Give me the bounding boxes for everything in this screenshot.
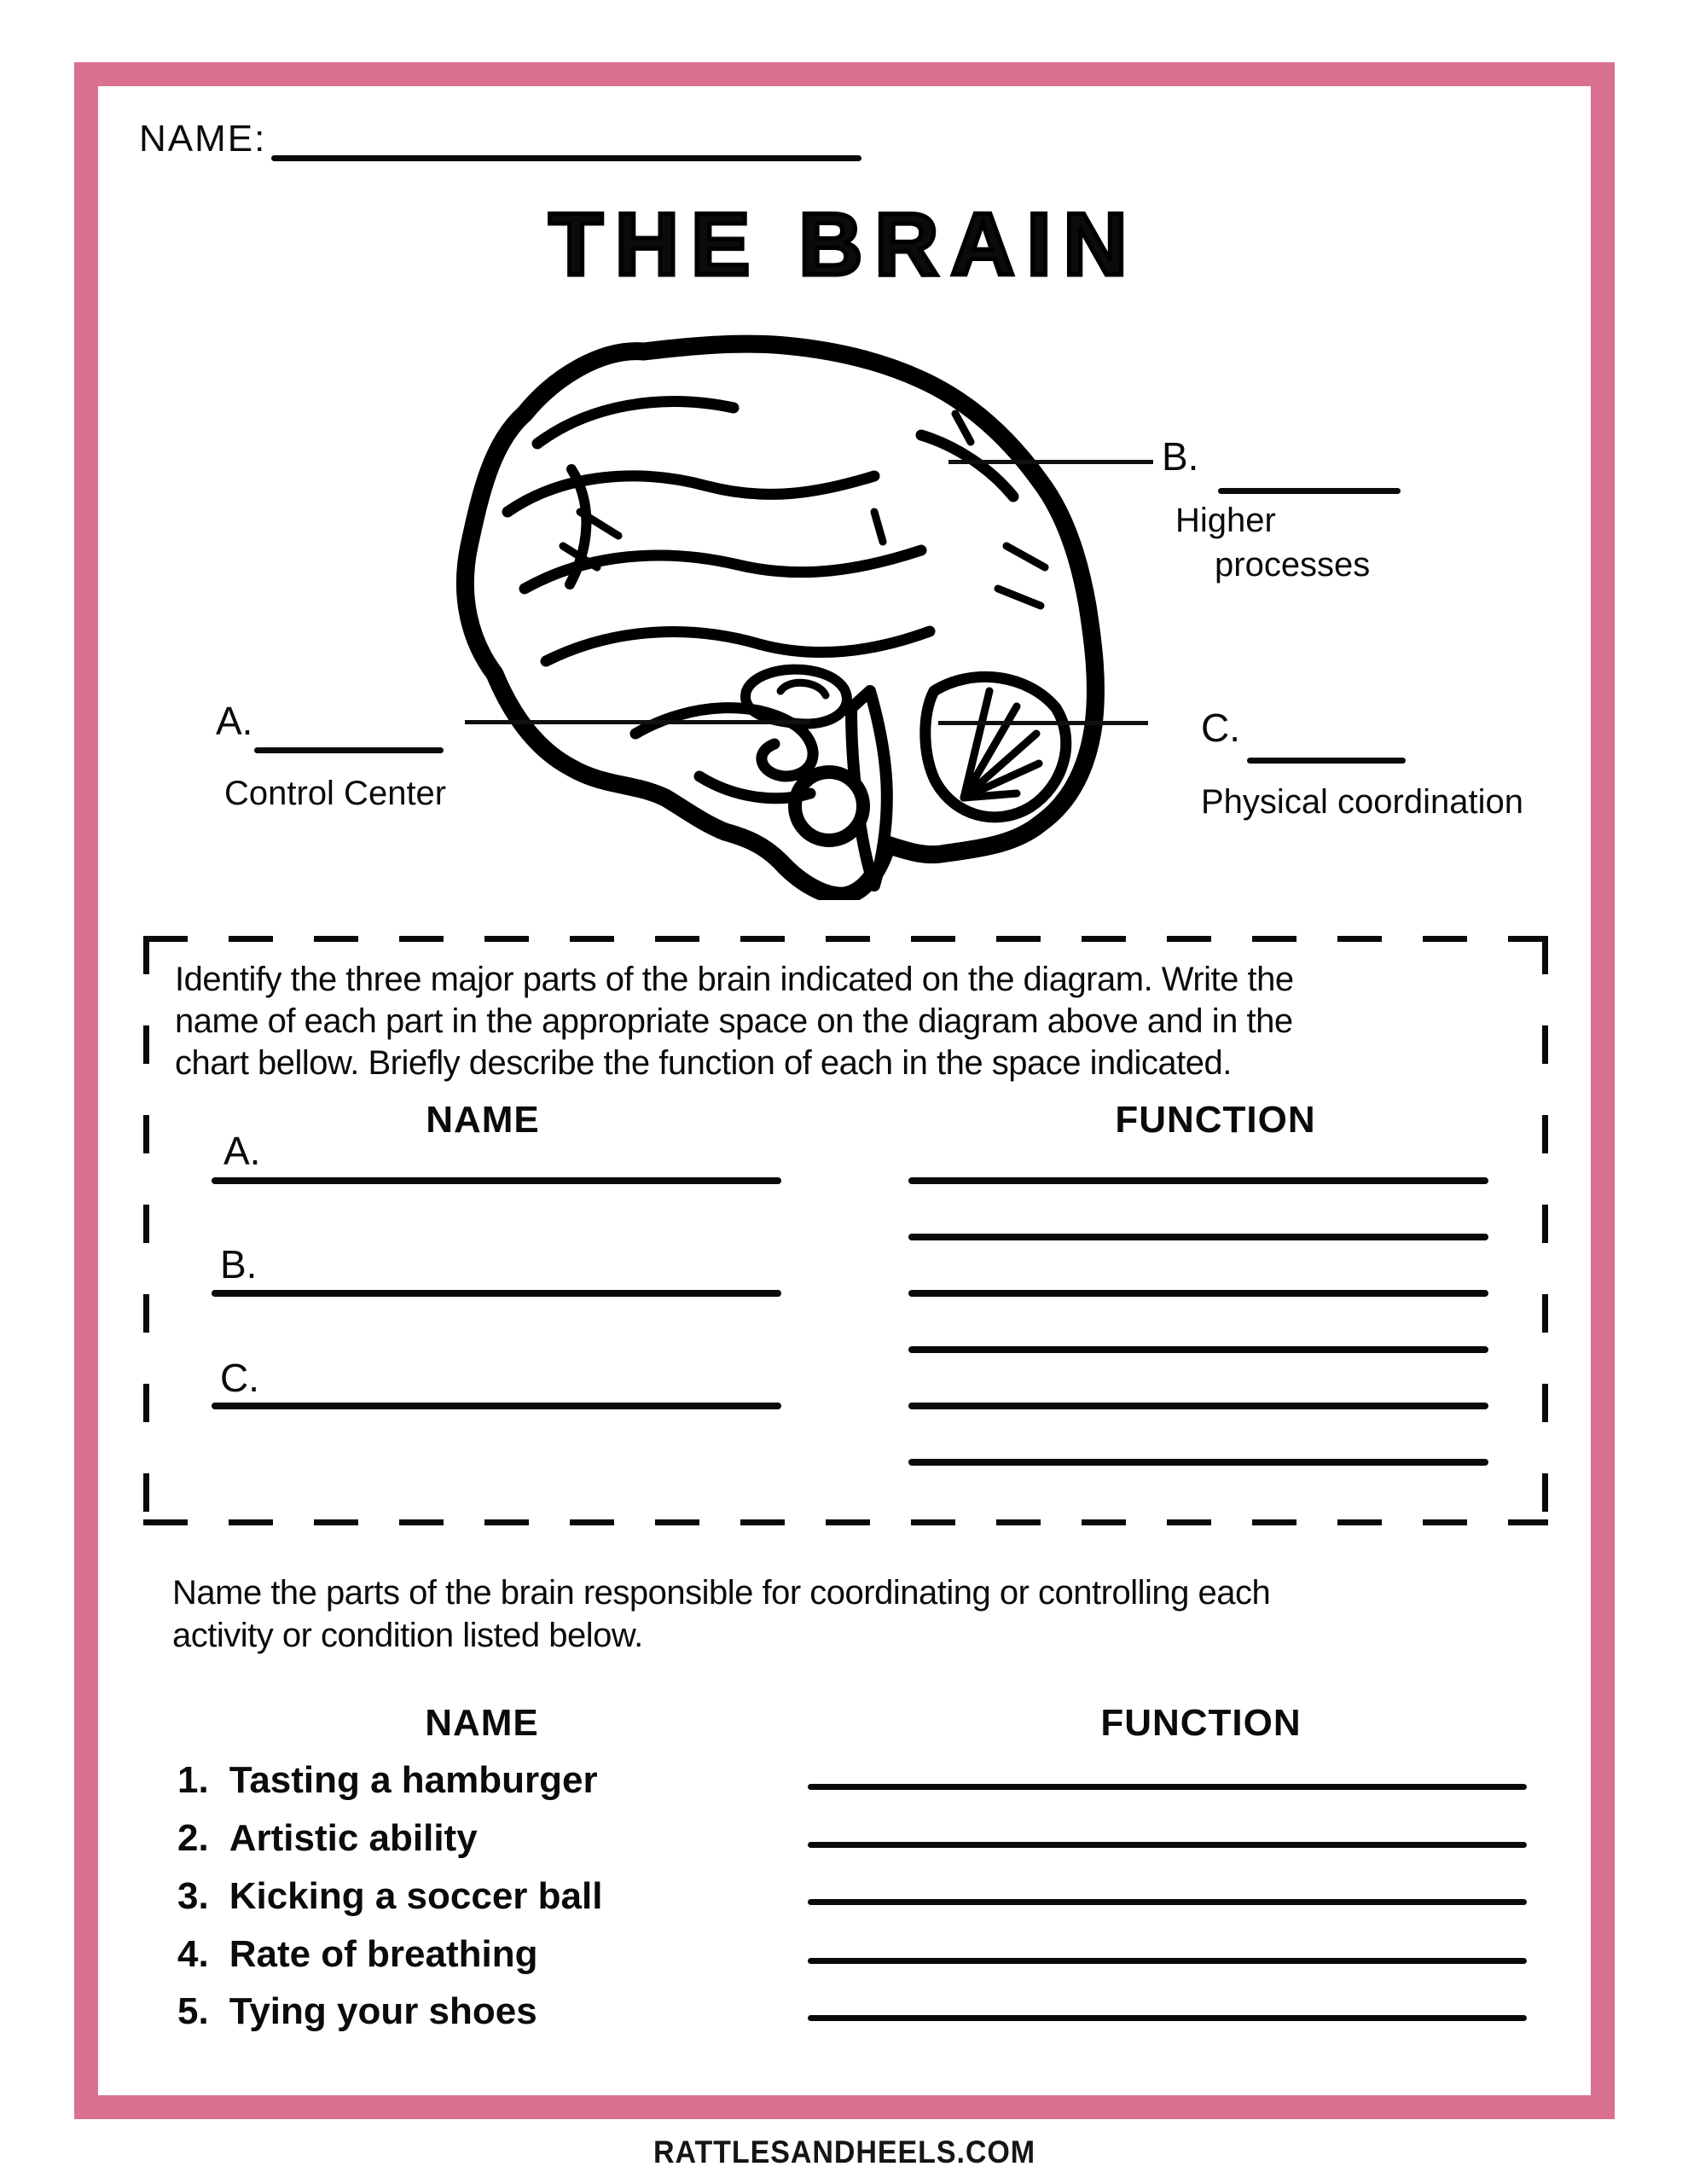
activity-answer-blank-4[interactable] [808, 1958, 1527, 1964]
section1-function-header: FUNCTION [1115, 1099, 1316, 1141]
section2-name-header: NAME [425, 1702, 539, 1744]
diagram-label-b: B. [1162, 434, 1199, 479]
brain-illustration [444, 333, 1109, 900]
pointer-line-b [948, 460, 1153, 464]
dashed-box-top-edge [143, 936, 1548, 942]
dashed-box-bottom-edge [143, 1519, 1548, 1525]
activity-item-5 [177, 1990, 537, 2033]
section1-name-header: NAME [426, 1099, 540, 1141]
activity-label: Artistic ability [229, 1817, 478, 1859]
activity-number: 3. [177, 1875, 209, 1917]
chart-row-letter-b: B. [220, 1242, 258, 1287]
activity-item-2 [177, 1817, 478, 1860]
name-blank-row-c[interactable] [212, 1403, 781, 1409]
dashed-box-right-edge [1542, 936, 1548, 1525]
activity-answer-blank-2[interactable] [808, 1842, 1527, 1848]
activity-label: Kicking a soccer ball [229, 1875, 603, 1917]
function-blank-3[interactable] [908, 1290, 1488, 1297]
activity-item-3 [177, 1875, 602, 1918]
section2-instructions-line1: Name the parts of the brain responsible for coordinating or controlling each [172, 1574, 1271, 1612]
function-blank-2[interactable] [908, 1234, 1488, 1240]
activity-number: 1. [177, 1759, 209, 1801]
activity-label: Tasting a hamburger [229, 1759, 598, 1801]
footer-website: RATTLESANDHEELS.COM [653, 2135, 1035, 2169]
activity-item-1 [177, 1759, 598, 1802]
section2-instructions-line2: activity or condition listed below. [172, 1617, 643, 1654]
function-blank-1[interactable] [908, 1177, 1488, 1184]
section1-instructions-line2: name of each part in the appropriate space on the diagram above and in the [175, 1002, 1293, 1040]
diagram-label-a: A. [216, 699, 253, 743]
chart-row-letter-a: A. [223, 1129, 261, 1173]
activity-number: 5. [177, 1990, 209, 2032]
dashed-box-left-edge [143, 936, 149, 1525]
function-blank-6[interactable] [908, 1459, 1488, 1466]
section2-function-header: FUNCTION [1100, 1702, 1302, 1744]
pointer-line-c [938, 721, 1148, 725]
diagram-caption-a: Control Center [224, 775, 447, 812]
activity-answer-blank-1[interactable] [808, 1784, 1527, 1790]
diagram-label-c: C. [1201, 706, 1240, 750]
section1-instructions-line3: chart bellow. Briefly describe the function of each in the space indicated. [175, 1044, 1232, 1082]
activity-number: 2. [177, 1817, 209, 1859]
student-name-blank-line[interactable] [271, 155, 861, 161]
student-name-label: NAME: [139, 118, 267, 160]
pointer-line-a [465, 720, 810, 724]
diagram-blank-b[interactable] [1218, 488, 1401, 494]
diagram-blank-a[interactable] [254, 747, 444, 753]
function-blank-4[interactable] [908, 1346, 1488, 1353]
diagram-caption-b-line2: processes [1215, 546, 1371, 584]
diagram-blank-c[interactable] [1247, 758, 1406, 764]
activity-answer-blank-3[interactable] [808, 1899, 1527, 1905]
activity-label: Tying your shoes [229, 1990, 537, 2032]
section1-instructions-line1: Identify the three major parts of the brain indicated on the diagram. Write the [175, 961, 1294, 998]
activity-number: 4. [177, 1933, 209, 1975]
page-title: THE BRAIN [548, 195, 1140, 294]
name-blank-row-a[interactable] [212, 1177, 781, 1184]
diagram-caption-b-line1: Higher [1175, 502, 1276, 539]
activity-label: Rate of breathing [229, 1933, 538, 1975]
chart-row-letter-c: C. [220, 1356, 259, 1400]
activity-answer-blank-5[interactable] [808, 2015, 1527, 2021]
function-blank-5[interactable] [908, 1403, 1488, 1409]
diagram-caption-c: Physical coordination [1201, 783, 1523, 821]
activity-item-4 [177, 1933, 538, 1976]
name-blank-row-b[interactable] [212, 1290, 781, 1297]
